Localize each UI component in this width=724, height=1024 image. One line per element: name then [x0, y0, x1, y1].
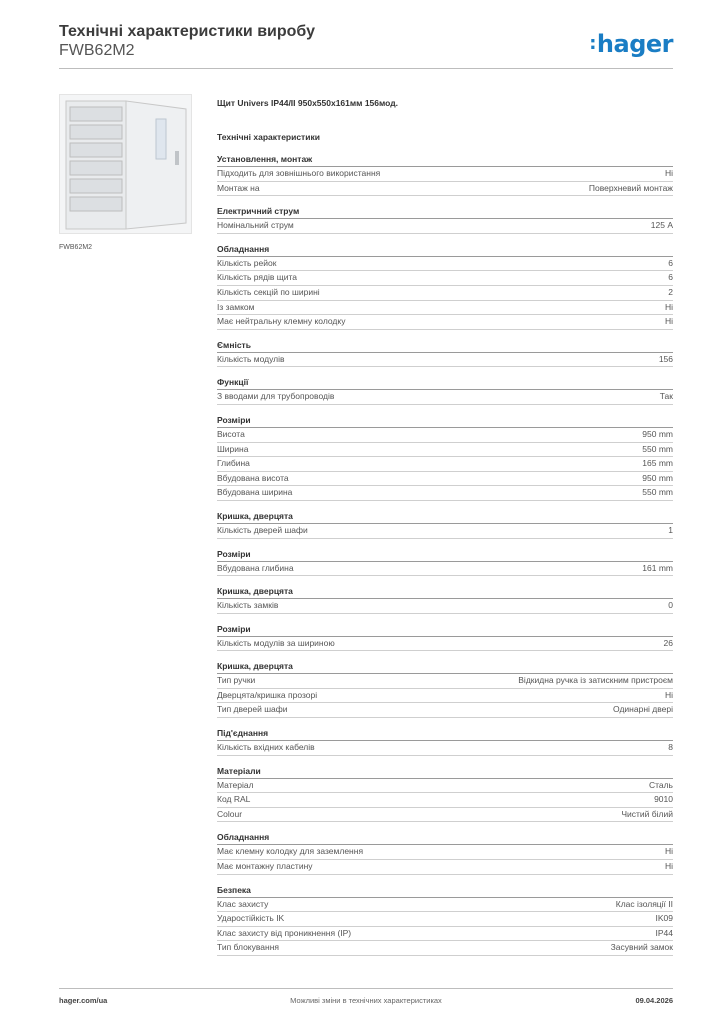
spec-row	[217, 457, 673, 472]
spec-value: 161 mm	[642, 562, 673, 573]
section-title: Під'єднання	[217, 727, 673, 741]
spec-value: 26	[663, 637, 673, 648]
section-title: Функції	[217, 376, 673, 390]
section-title: Розміри	[217, 623, 673, 637]
spec-label: Має клемну колодку для заземлення	[217, 846, 364, 857]
spec-label: Colour	[217, 808, 243, 819]
logo-text: hager	[596, 30, 673, 58]
spec-value: IP44	[655, 927, 673, 938]
spec-row	[217, 741, 673, 756]
spec-section	[217, 660, 673, 718]
spec-label: Кількість модулів за шириною	[217, 637, 335, 648]
spec-row	[217, 599, 673, 614]
spec-label: Вбудована ширина	[217, 487, 293, 498]
spec-section	[217, 205, 673, 234]
spec-value: Поверхневий монтаж	[588, 182, 673, 193]
header-divider	[59, 68, 673, 69]
product-image	[59, 94, 192, 234]
spec-row	[217, 912, 673, 927]
spec-label: Ударостійкість IK	[217, 913, 285, 924]
spec-value: 1	[668, 524, 673, 535]
footer-website-link[interactable]: hager.com/ua	[59, 996, 108, 1005]
spec-value: Ні	[664, 861, 673, 872]
spec-row	[217, 428, 673, 443]
spec-row	[217, 562, 673, 577]
spec-value: 165 mm	[642, 458, 673, 469]
spec-value: Ні	[664, 846, 673, 857]
spec-value: 0	[668, 600, 673, 611]
page-title: Технічні характеристики виробу	[59, 23, 315, 40]
spec-row	[217, 257, 673, 272]
section-title: Кришка, дверцята	[217, 660, 673, 674]
spec-row	[217, 793, 673, 808]
spec-value: Ні	[664, 168, 673, 178]
spec-label: Клас захисту від проникнення (IP)	[217, 927, 352, 938]
spec-value: 550 mm	[642, 443, 673, 454]
spec-section	[217, 548, 673, 577]
spec-section	[217, 884, 673, 956]
section-title: Розміри	[217, 548, 673, 562]
spec-section	[217, 243, 673, 330]
spec-value: 6	[668, 272, 673, 283]
spec-row	[217, 845, 673, 860]
spec-label: Кількість вхідних кабелів	[217, 742, 315, 753]
spec-value: Ні	[664, 316, 673, 327]
spec-sections	[217, 153, 673, 956]
section-title: Безпека	[217, 884, 673, 898]
spec-label: Матеріал	[217, 779, 254, 790]
spec-row	[217, 703, 673, 718]
section-title: Електричний струм	[217, 205, 673, 219]
page-header	[59, 22, 673, 68]
spec-row	[217, 860, 673, 875]
footer-date: 09.04.2026	[635, 996, 673, 1005]
tech-heading: Технічні характеристики	[217, 132, 320, 142]
spec-label: Кількість рядів щита	[217, 272, 297, 283]
spec-label: Має нейтральну клемну колодку	[217, 316, 346, 327]
section-title: Кришка, дверцята	[217, 585, 673, 599]
spec-row	[217, 219, 673, 234]
spec-label: Кількість рейок	[217, 257, 277, 268]
spec-label: Дверцята/кришка прозорі	[217, 689, 318, 700]
section-title: Ємність	[217, 339, 673, 353]
spec-label: Вбудована глибина	[217, 562, 294, 573]
logo-dots-icon: :	[589, 33, 596, 54]
spec-value: IK09	[655, 913, 673, 924]
product-code: FWB62M2	[59, 42, 135, 59]
spec-row	[217, 167, 673, 182]
spec-value: 125 А	[650, 220, 673, 231]
spec-row	[217, 779, 673, 794]
spec-section	[217, 376, 673, 405]
section-title: Обладнання	[217, 831, 673, 845]
spec-label: Кількість модулів	[217, 353, 285, 364]
section-title: Розміри	[217, 414, 673, 428]
spec-section	[217, 727, 673, 756]
spec-value: 950 mm	[642, 428, 673, 439]
spec-value: Ні	[664, 689, 673, 700]
spec-value: 2	[668, 286, 673, 297]
section-title: Матеріали	[217, 765, 673, 779]
spec-row	[217, 637, 673, 652]
spec-label: Кількість замків	[217, 600, 279, 611]
image-caption: FWB62M2	[59, 244, 93, 251]
spec-value: 9010	[654, 794, 673, 805]
product-name: Щит Univers IP44/II 950x550x161мм 156мод.	[217, 98, 399, 108]
spec-section	[217, 153, 673, 196]
spec-value: Сталь	[648, 779, 673, 790]
spec-row	[217, 353, 673, 368]
section-title: Обладнання	[217, 243, 673, 257]
spec-row	[217, 315, 673, 330]
spec-row	[217, 443, 673, 458]
spec-row	[217, 941, 673, 956]
spec-label: Тип дверей шафи	[217, 704, 288, 715]
spec-label: Номінальний струм	[217, 220, 294, 231]
spec-label: Глибина	[217, 458, 250, 469]
spec-label: Тип ручки	[217, 675, 256, 686]
spec-value: Чистий білий	[621, 808, 673, 819]
spec-label: Підходить для зовнішнього використання	[217, 168, 381, 178]
spec-row	[217, 486, 673, 501]
spec-label: Має монтажну пластину	[217, 861, 313, 872]
spec-content	[217, 96, 673, 956]
spec-label: Вбудована висота	[217, 472, 289, 483]
spec-section	[217, 831, 673, 874]
spec-section	[217, 339, 673, 368]
spec-section	[217, 585, 673, 614]
section-title: Установлення, монтаж	[217, 153, 673, 167]
spec-row	[217, 182, 673, 197]
spec-label: Кількість дверей шафи	[217, 524, 308, 535]
spec-row	[217, 927, 673, 942]
spec-value: Засувний замок	[610, 942, 673, 953]
spec-label: З вводами для трубопроводів	[217, 391, 335, 402]
spec-value: 550 mm	[642, 487, 673, 498]
spec-label: Ширина	[217, 443, 249, 454]
cabinet-illustration	[60, 95, 191, 233]
spec-section	[217, 414, 673, 501]
spec-value: 6	[668, 257, 673, 268]
footer-divider	[59, 988, 673, 989]
footer-note: Можливі зміни в технічних характеристиках	[290, 996, 442, 1005]
spec-value: 156	[658, 353, 673, 364]
spec-value: Відкидна ручка із затискним пристроєм	[518, 675, 673, 686]
spec-label: Тип блокування	[217, 942, 280, 953]
section-title: Кришка, дверцята	[217, 510, 673, 524]
spec-row	[217, 390, 673, 405]
hager-logo[interactable]	[589, 30, 673, 58]
spec-label: Кількість секцій по ширині	[217, 286, 320, 297]
spec-row	[217, 271, 673, 286]
spec-label: Монтаж на	[217, 182, 260, 193]
spec-value: Клас ізоляції II	[615, 898, 673, 909]
spec-value: Так	[659, 391, 673, 402]
spec-value: 8	[668, 742, 673, 753]
spec-row	[217, 808, 673, 823]
spec-label: Висота	[217, 428, 245, 439]
spec-row	[217, 472, 673, 487]
spec-row	[217, 524, 673, 539]
spec-value: Одинарні двері	[613, 704, 673, 715]
spec-label: Із замком	[217, 301, 255, 312]
spec-value: 950 mm	[642, 472, 673, 483]
spec-section	[217, 510, 673, 539]
spec-value: Ні	[664, 301, 673, 312]
spec-row	[217, 286, 673, 301]
spec-row	[217, 674, 673, 689]
spec-section	[217, 765, 673, 823]
spec-section	[217, 623, 673, 652]
spec-row	[217, 689, 673, 704]
spec-label: Клас захисту	[217, 898, 269, 909]
spec-row	[217, 898, 673, 913]
spec-row	[217, 301, 673, 316]
spec-label: Код RAL	[217, 794, 251, 805]
